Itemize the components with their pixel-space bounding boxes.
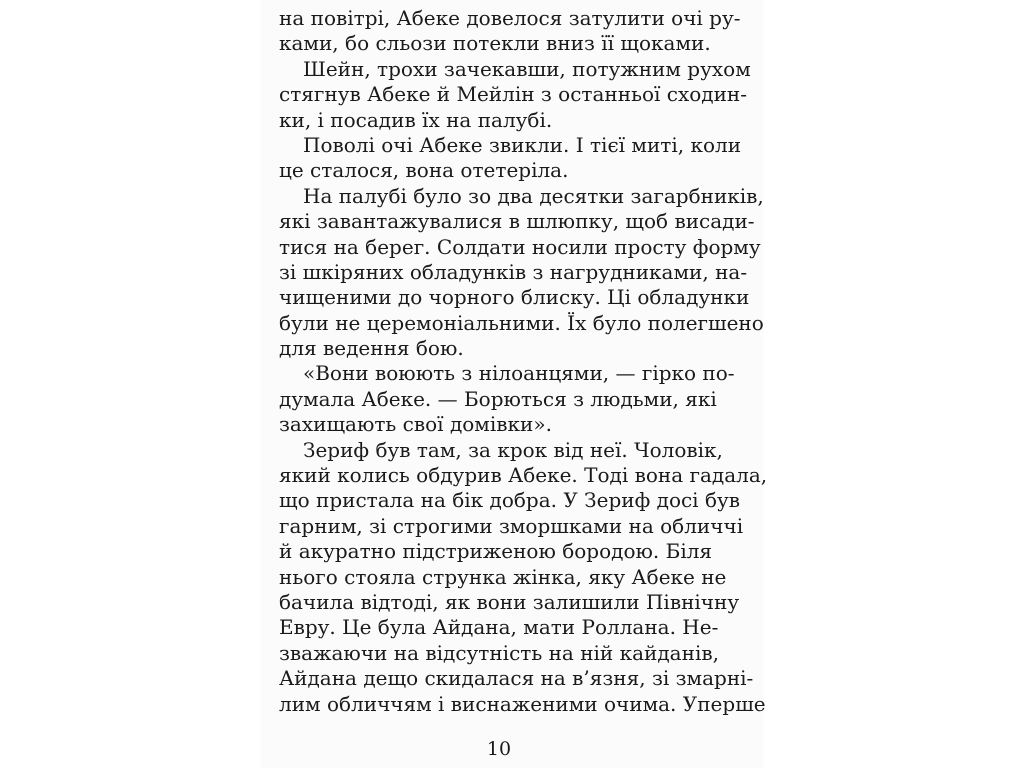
text-line: який колись обдурив Абеке. Тоді вона гадала, bbox=[279, 463, 768, 488]
text-line: ки, і посадив їх на палубі. bbox=[279, 107, 553, 132]
text-line: зважаючи на відсутність на ній кайданів, bbox=[279, 640, 719, 665]
text-line: були не церемоніальними. Їх було полегшено bbox=[279, 310, 764, 335]
text-line: бачила відтоді, як вони залишили Північну bbox=[279, 589, 740, 614]
text-line: нього стояла струнка жінка, яку Абеке не bbox=[279, 564, 727, 589]
text-line: ками, бо сльози потекли вниз її щоками. bbox=[279, 31, 711, 56]
text-line: стягнув Абеке й Мейлін з останньої сходин- bbox=[279, 82, 748, 107]
text-line: які завантажувалися в шлюпку, щоб висади- bbox=[279, 209, 755, 234]
text-line: Евру. Це була Айдана, мати Роллана. Не- bbox=[279, 615, 719, 640]
text-line: гарним, зі строгими зморшками на обличчі bbox=[279, 513, 744, 538]
text-line: Поволі очі Абеке звикли. І тієї миті, коли bbox=[303, 132, 742, 157]
text-line: лим обличчям і виснаженими очима. Уперше bbox=[279, 691, 766, 716]
text-line: це сталося, вона отетеріла. bbox=[279, 158, 569, 183]
text-line: Зериф був там, за крок від неї. Чоловік, bbox=[303, 437, 723, 462]
text-line: чищеними до чорного блиску. Ці обладунки bbox=[279, 285, 750, 310]
text-line: зі шкіряних обладунків з нагрудниками, на- bbox=[279, 259, 748, 284]
text-line: «Вони воюють з нілоанцями, — гірко по- bbox=[303, 361, 735, 386]
text-line: Айдана дещо скидалася на в’язня, зі змарні- bbox=[279, 666, 754, 691]
text-line: думала Абеке. — Борються з людьми, які bbox=[279, 386, 717, 411]
text-line: на повітрі, Абеке довелося затулити очі ру- bbox=[279, 6, 741, 30]
text-line: що пристала на бік добра. У Зериф досі був bbox=[279, 488, 741, 513]
text-line: На палубі було зо два десятки загарбників, bbox=[303, 183, 764, 208]
text-line: для ведення бою. bbox=[279, 336, 464, 361]
book-page bbox=[261, 0, 768, 768]
text-line: Шейн, трохи зачекавши, потужним рухом bbox=[303, 56, 751, 81]
text-line: захищають свої домівки». bbox=[279, 412, 552, 437]
page-number: 10 bbox=[486, 738, 512, 760]
text-line: й акуратно підстриженою бородою. Біля bbox=[279, 539, 713, 564]
text-line: тися на берег. Солдати носили просту форму bbox=[279, 234, 761, 259]
page-body-text bbox=[279, 6, 768, 717]
